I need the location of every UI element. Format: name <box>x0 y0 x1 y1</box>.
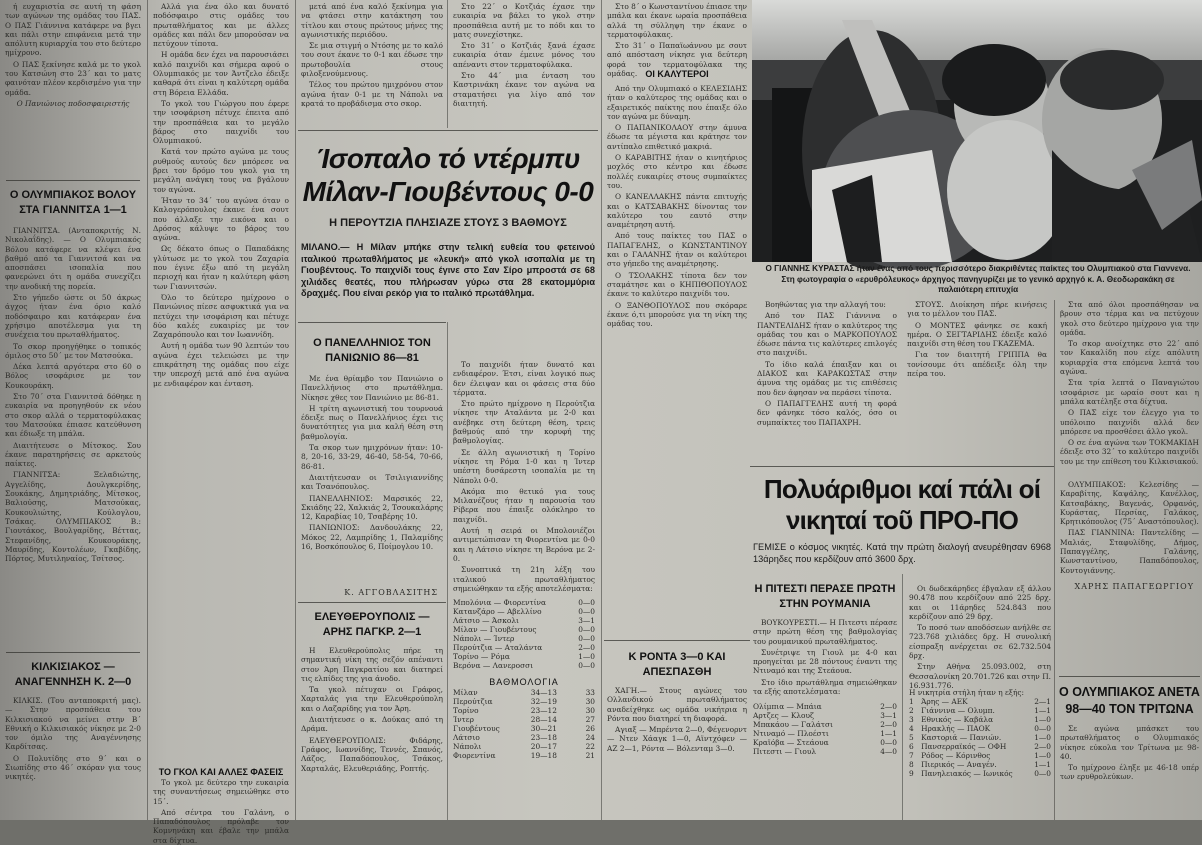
paragraph: Ακόμα πιο θετικό για τους Μιλανέζους ήταν η παρουσία του Ρίβερα που έπαιξε ολόκληρο το παιχνίδι. <box>453 486 595 524</box>
paragraph: Στο ίδιο πρωτάθλημα σημειώθηκαν τα εξής αποτελέσματα: <box>753 677 897 697</box>
propo-row-cell: 1—1 <box>1034 706 1051 716</box>
paragraph: Η Ελευθερούπολις πήρε τη σημαντική νίκη της σεζόν απέναντι στον Άρη Παγκρατίου και διατηρεί τις ελπίδες της για άνοδο. <box>301 646 443 683</box>
paragraph: Η ομάδα δεν έχει να παρουσιάσει καλό παιχνίδι και σήμερα αφού ο Ολυμπιακός με τον Άντζελο έδειξε καθαρά ότι είναι η καλύτερη ομάδα στη Βόρεια Ελλάδα. <box>153 50 289 97</box>
paragraph: Οι δωδεκάρηδες έβγαλαν εξ άλλου 90.478 που κερδίζουν από 225 δρχ. και οι 11άρηδες 524.843 που κερδίζουν από 29 δρχ. <box>909 584 1051 621</box>
propo-row <box>906 760 1054 769</box>
result-row-cell: 0—0 <box>578 598 595 607</box>
paragraph: Ο σε ένα αγώνα των ΤΟΚΜΑΚΙΔΗ έδειξε στο 32΄ το καλύτερο παιχνίδι του με την επίθεση του Κιλκισιακού. <box>1060 438 1199 466</box>
paragraph: Το σκορ ανοίχτηκε στο 22΄ από τον Κακαλίδη που είχε απόλυτη κυριαρχία στα επόμενα λεπτά του αγώνα. <box>1060 339 1199 377</box>
paragraph: Στο πρώτο ημίχρονο η Περούτζια νίκησε την Αταλάντα με 2-0 και ανέβηκε στη δεύτερη θέση, τρεις βαθμούς από την κορυφή της βαθμολογίας. <box>453 399 595 446</box>
byline: ΧΑΡΗΣ ΠΑΠΑΓΕΩΡΓΙΟΥ <box>1074 582 1194 591</box>
col7-body <box>1057 300 1202 476</box>
standings-row-cell: 24 <box>585 733 595 742</box>
result-row-cell: 1—1 <box>880 729 897 738</box>
col7-teams <box>1057 480 1202 580</box>
propo-row-cell: 8 <box>909 760 914 770</box>
romania-results-table <box>750 702 900 756</box>
paragraph: Δέκα λεπτά αργότερα στο 60 ο Βόλος ισοφάρισε με τον Κουκουράκη. <box>5 362 141 390</box>
result-row <box>450 616 598 625</box>
propo-row-cell: Εθνικός — Καβάλα <box>921 715 994 725</box>
standings-row <box>450 751 598 760</box>
paragraph: Το παιχνίδι ήταν δυνατό και ενδιαφέρον. Έτσι, είναι λογικό πως δεν έλειψαν και οι φάσεις στα δύο τέρματα. <box>453 360 595 397</box>
standings-row-cell: 26 <box>585 724 595 733</box>
paragraph: Το σκορ προηγήθηκε ο τοπικός όμιλος στο 50΄ με τον Ματσούκα. <box>5 341 141 360</box>
paragraph: ΚΙΛΚΙΣ. (Του ανταποκριτή μας). — Στην προσπάθεια του Κιλκισιακού να μείνει στην Β΄ Εθνική ο Κιλκισιακός νίκησε με 2-0 τον όμιλο της Αναγέννησης Καρδίτσας. <box>5 696 141 752</box>
paragraph: Στο 22΄ ο Κοτζιάς έχασε την ευκαιρία να βάλει το γκολ στην προσπάθεια αυτή με το πόδι και το ματς συνεχίστηκε. <box>453 2 595 39</box>
propo-row-cell: Καστοριά — Πανιών. <box>921 733 1002 743</box>
result-row-cell: Πιτεστι — Γιουλ <box>753 747 817 756</box>
propo-winning-column <box>906 697 1054 778</box>
paragraph: Αυτή η ομάδα των 90 λεπτών του αγώνα έχει τελειώσει με την επικράτηση της ομάδας που είχε την υπεροχή μετά από ένα αγώνα με ενδιαφέρον και ένταση. <box>153 341 289 388</box>
result-row <box>450 661 598 670</box>
ponta-article <box>604 650 750 812</box>
paragraph: Ο ΚΑΡΑΒΙΤΗΣ ήταν ο κινητήριος μοχλός στο κέντρο και έδωσε πολλές ευκαιρίες στους συμπαίκτες του. <box>607 153 747 190</box>
propo-body <box>906 584 1054 690</box>
propo-row-cell: 1—0 <box>1034 733 1051 743</box>
column-5 <box>604 0 750 820</box>
propo-row-cell: Πιερικός — Αναγέν. <box>921 760 997 770</box>
paragraph: Αυτή η σειρά οι Μπολονιέζοι αντιμετώπισαν τη Φιορεντίνα με 0-0 και η Λάτσιο νίκησε τη Βερόνα με 2-0. <box>453 526 595 563</box>
paragraph: Διαιτήτευσε ο Μίτσκος. Σου έκανε παρατηρήσεις σε αρκετούς παίκτες. <box>5 440 141 469</box>
result-row-cell: Μπακάου — Γαλάτσι <box>753 720 833 729</box>
romania-article <box>750 574 900 756</box>
col6-body <box>754 300 900 464</box>
result-row-cell: Μπολόνια — Φιορεντίνα <box>453 598 547 607</box>
column-rule <box>295 0 296 820</box>
result-row <box>750 711 900 720</box>
column-1 <box>2 0 144 820</box>
propo-row <box>906 751 1054 760</box>
paragraph: Ήταν το 34΄ του αγώνα όταν ο Καλογερόπουλος έκανε ένα σουτ που άλλαξε την εικόνα και ο Δρόσος κάλυψε το βάρος του αγώνα. <box>153 195 289 243</box>
fases-body <box>150 778 292 845</box>
standings-row-cell: Περούτζια <box>453 697 493 706</box>
result-row-cell: 0—0 <box>578 661 595 670</box>
result-row-cell: 4—0 <box>880 747 897 756</box>
result-row-cell: Αρτζες — Κλουζ <box>753 711 814 720</box>
result-row <box>750 747 900 756</box>
paragraph: Στο 44΄ μια ένταση του Καστρινάκη έκανε τον αγώνα να σταματήσει για λίγο από τον διαιτητή. <box>453 71 595 108</box>
propo-row-cell: Γιάννινα — Ολυμπ. <box>921 706 995 716</box>
propo-row-cell: 3 <box>909 715 914 725</box>
standings-row-cell: 19—18 <box>530 751 557 760</box>
standings-row <box>450 688 598 697</box>
photo-image <box>752 0 1202 262</box>
result-row-cell: Τορίνο — Ρόμα <box>453 652 510 661</box>
column-2 <box>150 0 292 845</box>
paragraph: Το ποσό των αποδόσεων ανήλθε σε 723.768 χιλιάδες δρχ. Η συνολική είσπραξη ανέρχεται σε 62.732.504 δρχ. <box>909 623 1051 661</box>
standings-row-cell: Φιορεντίνα <box>453 751 496 760</box>
main-lead: ΜΙΛΑΝΟ.— Η Μίλαν μπήκε στην τελική ευθεία του φετεινού ιταλικού πρωταθλήματος με «λευκή» από γκολ ισοπαλία με τη Γιουβέντους. Το παιχνίδι τους έγινε στο Σαν Σίρο μπροστά σε 68 χιλιάδες θεατές, που πλήρωσαν γύρω στα 28 εκατομμύρια δραχμές. Που είναι ρεκόρ για το ιταλικό πρωτάθλημα. <box>301 242 595 299</box>
signature: Ο Πανιώνιος ποδοσφαιριστής <box>16 98 130 108</box>
standings-row-cell: 32—19 <box>530 697 557 706</box>
basket-headline: Ο ΟΛΥΜΠΙΑΚΟΣ ΑΝΕΤΑ 98—40 ΤΟΝ ΤΡΙΤΩΝΑ <box>1059 685 1200 716</box>
column-4-bottom <box>450 322 598 820</box>
ponta-body <box>604 686 750 812</box>
paragraph: ΧΑΓΗ.— Στους αγώνες του Ολλανδικού πρωταθλήματος αναδείχθηκε ως ομάδα νικήτρια η Ρόντα που διατηρεί τη διαφορά. <box>607 686 747 723</box>
paragraph: Κατά τον πρώτο αγώνα με τους ρυθμούς αυτούς δεν μπόρεσε να βρει τον δρόμο του γκολ για τη μεγάλη ανάγκη τους να βγάλουν τον αγώνα. <box>153 147 289 194</box>
fases-headline: ΤΟ ΓΚΟΛ ΚΑΙ ΑΛΛΕΣ ΦΑΣΕΙΣ <box>158 767 284 777</box>
result-row-cell: 1—0 <box>578 652 595 661</box>
result-row-cell: Κατανζάρο — Αβελλίνο <box>453 607 542 616</box>
result-row <box>750 720 900 729</box>
paragraph: ΣΤΟΥΣ. Διοίκηση πήρε κινήσεις για το μέλλον του ΠΑΣ. <box>907 300 1047 319</box>
result-row-cell: 0—0 <box>880 738 897 747</box>
paragraph: Ο Πολυτίδης στο 9΄ και ο Σιωπίδης στο 46΄ σκόραν για τους νικητές. <box>5 753 141 782</box>
paragraph: Στα τρία λεπτά ο Παναγιώτου ισοφάρισε με ωραίο σουτ και η μπάλα κατέληξε στα δίχτυα. <box>1060 378 1199 406</box>
basket-article <box>1057 684 1202 814</box>
standings-row-cell: Λάτσιο <box>453 733 480 742</box>
standings-row-cell: 22 <box>585 742 595 751</box>
propo-row-cell: 4 <box>909 724 914 734</box>
standings-row-cell: 20—17 <box>530 742 557 751</box>
paragraph: Από σέντρα του Γαλάνη, ο Παπαδόπουλος πρόλαβε τον Κομνηνάκη και έβαλε την μπάλα στα δίχτυα. <box>153 807 289 845</box>
propo-row <box>906 742 1054 751</box>
kilkis-article <box>2 660 144 822</box>
propo-row-cell: 2—0 <box>1034 742 1051 752</box>
standings-row-cell: 21 <box>585 751 595 760</box>
propo-row-cell: 7 <box>909 751 914 761</box>
paragraph: Το ημίχρονο έληξε με 46-18 υπέρ των ερυθρολεύκων. <box>1060 763 1199 782</box>
volos-article <box>2 188 144 564</box>
panellinios-headline: Ο ΠΑΝΕΛΛΗΝΙΟΣ ΤΟΝ ΠΑΝΙΩΝΙΟ 86—81 <box>313 337 431 364</box>
players-list: ΠΑΝΙΩΝΙΟΣ: Δανδουλάκης 22, Μόκος 22, Λαμπρίδης 1, Παλαμίδης 16, Βοσκόπουλος 6, Ποίμογλου 10. <box>301 523 443 552</box>
paragraph: Στο 31΄ ο Παπαϊωάννου με σουτ από απόσταση νίκησε για δεύτερη φορά τον τερματοφύλακα της ομάδας. <box>607 41 747 79</box>
paragraph: Ο ΠΑΣ είχε τον έλεγχο για το υπόλοιπο παιχνίδι αλλά δεν μπόρεσε να προσθέσει άλλο γκολ. <box>1060 408 1199 436</box>
milan-juve-article-head <box>298 130 598 320</box>
result-row-cell: 3—1 <box>578 616 595 625</box>
italy-body <box>450 360 598 598</box>
kilkis-body <box>2 696 144 822</box>
paragraph: Το ίδιο καλά έπαιξαν και οι ΔΙΑΚΟΣ και ΚΑΡΑΚΩΣΤΑΣ στην άμυνα της ομάδας με τις επιθέσεις που δεν άφησαν να περάσει τίποτα. <box>757 359 897 397</box>
paragraph: Σε αγώνα μπάσκετ του πρωταθλήματος ο Ολυμπιακός νίκησε εύκολα τον Τρίτωνα με 98-40. <box>1060 724 1199 761</box>
paragraph: Συνέτριψε τη Γιουλ με 4-0 και προηγείται με 28 πόντους έναντι της Ντιναμό και της Στεάουα. <box>753 647 897 676</box>
paragraph: Σε μια στιγμή ο Ντόσης με το καλό του σουτ έκανε το 0-1 και έδωσε την πρωτοβουλία στους φιλοξενούμενους. <box>301 41 443 79</box>
main-headline: Ίσοπαλο τό ντέρμπυ Μίλαν-Γιουβέντους 0-0 <box>302 143 594 207</box>
volos-headline: Ο ΟΛΥΜΠΙΑΚΟΣ ΒΟΛΟΥ ΣΤΑ ΓΙΑΝΝΙΤΣΑ 1—1 <box>9 189 137 216</box>
panellinios-body <box>298 374 446 588</box>
standings-row-cell: Ίντερ <box>453 715 474 724</box>
paragraph: Ο ΞΑΝΘΟΠΟΥΛΟΣ που σκόραρε έκανε ό,τι μπορούσε για τη νίκη της ομάδας του. <box>607 300 747 329</box>
standings-row <box>450 706 598 715</box>
paragraph: Με ένα θρίαμβο τον Πανιώνιο ο Πανελλήνιος στο πρωτάθλημα. Νίκησε χθες τον Πανιώνιο με 86-81. <box>301 374 443 402</box>
column-3-bottom <box>298 322 446 820</box>
standings-row-cell: 27 <box>585 715 595 724</box>
result-row-cell: 2—0 <box>880 720 897 729</box>
paragraph: Διαιτήτευσε ο κ. Δούκας από τη Δράμα. <box>301 715 443 734</box>
romania-headline: Η ΠΙΤΕΣΤΙ ΠΕΡΑΣΕ ΠΡΩΤΗ ΣΤΗΝ ΡΟΥΜΑΝΙΑ <box>754 583 896 610</box>
propo-row-cell: 0—0 <box>1034 724 1051 734</box>
column-7 <box>1057 300 1202 820</box>
result-row <box>750 702 900 711</box>
paragraph: Στο 31΄ ο Κοτζιάς ξανά έχασε ευκαιρία όταν έμεινε μόνος του απέναντι στον τερματοφύλακα. <box>453 41 595 69</box>
standings-row-cell: Τορίνο <box>453 706 479 715</box>
propo-row-cell: 6 <box>909 742 914 752</box>
paragraph: Ως δέκατο όπως ο Παπαδάκης γλύτωσε με το γκολ του Ζαχαρία που έγινε έξω από τη μεγάλη περιοχή και ήταν η καλύτερη φάση των Γιαννιτσών. <box>153 244 289 291</box>
propo-row-cell: 0—0 <box>1034 769 1051 779</box>
propo-row <box>906 697 1054 706</box>
propo-row <box>906 706 1054 715</box>
col4-top-text <box>450 2 598 122</box>
team-lineups: ΕΛΕΥΘΕΡΟΥΠΟΛΙΣ: Φιδάρης, Γράφος, Ιωαννίδης, Τεννές, Σπανός, Λάζος, Παπαδόπουλος, Τσάκος, Χαρταλάς, Ελευθεριάδης, Ροπτής. <box>301 735 443 773</box>
paragraph: Η τρίτη αγωνιστική του τουρνουά έδειξε πως ο Πανελλήνιος έχει τις δυνατότητες για μια καλή θέση στη βαθμολογία. <box>301 403 443 441</box>
elef-body <box>298 646 446 816</box>
col6b-body <box>904 300 1050 464</box>
result-row <box>450 598 598 607</box>
result-row-cell: 2—0 <box>880 702 897 711</box>
column-rule <box>447 322 448 820</box>
standings-row <box>450 697 598 706</box>
standings-row <box>450 733 598 742</box>
paragraph: Βοηθώντας για την αλλαγή του: <box>765 300 886 309</box>
result-row-cell: Κραϊόβα — Στεάουα <box>753 738 829 747</box>
paragraph: ΓΙΑΝΝΙΤΣΑ. (Ανταποκριτής Ν. Νικολαΐδης). — Ο Ολυμπιακός Βόλου κατάφερε να κλέψει ένα βαθμό από τα Γιαννιτσά και να αποσπάσει ισοπαλία που φανερώνει ότι η ομάδα συνεχίζει την ανοδική της πορεία. <box>5 226 141 291</box>
propo-row-cell: Πανηλειακός — Ιωνικός <box>921 769 1013 779</box>
result-row-cell: Μίλαν — Γιουβέντους <box>453 625 537 634</box>
result-row-cell: Ολίμπια — Μπάια <box>753 702 822 711</box>
paragraph: Στο γήπεδο ώστε οι 50 άκρως άγχος ήταν ένα όριο καλό ποδόσφαιρο και κατάφεραν ένα χρήσιμο αποτέλεσμα για τη συνέχεια του πρωταθλήματος. <box>5 293 141 340</box>
result-row <box>750 738 900 747</box>
standings-row <box>450 724 598 733</box>
col3-top-text <box>298 2 446 122</box>
standings-title: ΒΑΘΜΟΛΟΓΙΑ <box>489 677 559 687</box>
fases-article <box>150 766 292 845</box>
result-row-cell: 2—0 <box>578 643 595 652</box>
propo-row-cell: Ρόδος — Κόρινθος <box>921 751 991 761</box>
best-players-body <box>604 84 750 582</box>
photo-caption: Ο ΓΙΑΝΝΗΣ ΚΥΡΑΣΤΑΣ ήταν ένας από τους περισσότερο διακριθέντες παίκτες του Ολυμπιακού στα Γιαννενα. Στη φωτογραφία ο «ερυθρόλευκος» άρχηγος πανηγυρίζει με το γενικό αρχηγό κ. Α. Θεοδωρακάκη σε παλαιότερη επιτυχία <box>765 264 1191 294</box>
byline: Κ. ΑΓΓΟΒΛΑΣΙΤΗΣ <box>344 588 438 597</box>
elef-article <box>298 610 446 816</box>
paragraph: Ο ΜΟΝΤΕΣ φάνηκε σε κακή ημέρα. Ο ΣΕΓΤΑΡΙΔΗΣ έδειξε καλό παιχνίδι στη θέση του ΓΚΑΖΕΜΑ. <box>907 320 1047 349</box>
elef-headline: ΕΛΕΥΘΕΡΟΥΠΟΛΙΣ — ΑΡΗΣ ΠΑΓΚΡ. 2—1 <box>314 611 430 638</box>
basket-body <box>1057 724 1202 814</box>
propo-row <box>906 733 1054 742</box>
column-rule <box>601 0 602 820</box>
propo-row-cell: Ηρακλής — ΠΑΟΚ <box>921 724 991 734</box>
players-list: ΠΑΝΕΛΛΗΝΙΟΣ: Μαρσικός 22, Σκιάδης 22, Χαλκιάς 2, Τσουκαλάρης 12, Καραβίας 10, Τσαβέρης 10. <box>301 493 443 522</box>
paragraph: Στο 8΄ ο Κωνσταντίνου έπιασε την μπάλα και έκανε ωραία προσπάθεια αλλά τη σύλληψη την έκανε ο τερματοφύλακας. <box>607 2 747 39</box>
propo-row-cell: Πανσερραϊκός — ΟΦΗ <box>921 742 1007 752</box>
propo-row-cell: 2 <box>909 706 914 716</box>
paragraph: Ο ΠΑΠΑΝΙΚΟΛΑΟΥ στην άμυνα έδωσε τα μέγιστα και κράτησε τον αντίπαλο επιθετικό μακριά. <box>607 123 747 151</box>
propo-column-intro: Η νικητρία στήλη ήταν η εξής: <box>909 688 1025 697</box>
result-row <box>450 652 598 661</box>
propo-row <box>906 724 1054 733</box>
paragraph: Για τον διαιτητή ΓΡΙΠΠΑ θα τονίσουμε ότι απέδειξε όλη την πείρα του. <box>907 350 1047 379</box>
paragraph: Ο ΚΑΝΕΛΛΑΚΗΣ πάντα επιτυχής και ο ΚΑΤΣΑΒΑΚΗΣ δίνοντας τον καλύτερο του εαυτό στην αναμέτρηση αυτή. <box>607 192 747 230</box>
propo-lead: ΓΕΜΙΣΕ ο κόσμος νικητές. Κατά την πρώτη διαλογή ανευρέθησαν 6968 13άρηδες που κερδίζουν από 3600 δρχ. <box>753 542 1051 564</box>
team-lineups: ΟΛΥΜΠΙΑΚΟΣ: Κελεσίδης — Καραβίτης, Καψάλης, Κανέλλος, Κατσαβάκης, Βαγενάς, Ορφανός, Κυράστας, Περσίας, Γαλάκος, Κρητικόπουλος (75΄ Αναστόπουλος). <box>1060 480 1199 527</box>
standings-row-cell: 30 <box>585 706 595 715</box>
standings-row-cell: Μίλαν <box>453 688 478 697</box>
result-row <box>450 625 598 634</box>
kilkis-headline: ΚΙΛΚΙΣΙΑΚΟΣ — ΑΝΑΓΕΝΝΗΣΗ Κ. 2—0 <box>14 661 132 688</box>
paragraph: Συνοπτικά τη 21η λέξη του ιταλικού πρωταθλήματος σημειώθηκαν τα εξής αποτελέσματα: <box>453 565 595 593</box>
result-row-cell: 3—1 <box>880 711 897 720</box>
paragraph: Στην Αθήνα 25.093.002, στη Θεσσαλονίκη 20.701.726 και στην Π. 16.931.776. <box>909 662 1051 690</box>
result-row-cell: Βερόνα — Λανεροσσι <box>453 661 534 670</box>
paragraph: Τα γκολ πέτυχαν οι Γράφος, Χαρταλάς για την Ελευθερούπολη και ο Λαζαρίδης για τον Άρη. <box>301 685 443 713</box>
paragraph: Το γκολ του Γιώργου που έφερε την ισοφάριση πέτυχε έπειτα από την προσπάθεια και το μεγάλο βάρος στο παιχνίδι του Ολυμπιακού. <box>153 98 289 146</box>
propo-row-cell: 1—1 <box>1034 760 1051 770</box>
column-rule <box>1054 300 1055 820</box>
romania-body <box>750 618 900 702</box>
result-row-cell: Νάπολι — Ίντερ <box>453 634 515 643</box>
paragraph: Στο 70΄ στα Γιαννιτσά δόθηκε η ευκαιρία να προηγηθούν εκ νέου στο σκορ αλλά ο τερματοφύλακας του Ματσούκα έπιασε κατεύθυνση και έδιωξε τη μπάλα. <box>5 392 141 439</box>
paragraph: Σε άλλη αγωνιστική η Τορίνο νίκησε τη Ρόμα 1-0 και η Ίντερ υπέστη δυσάρεστη ισοπαλία με τη Νάπολι 0-0. <box>453 447 595 485</box>
standings-row <box>450 742 598 751</box>
column-rule <box>147 0 148 820</box>
ponta-headline: Κ ΡΟΝΤΑ 3—0 ΚΑΙ ΑΠΕΣΠΑΣΘΗ <box>628 651 726 678</box>
paragraph: Τέλος του πρώτου ημιχρόνου στον αγώνα ήταν 0-1 με τη Νάπολι να κρατά το προβάδισμα στο σκορ. <box>301 80 443 108</box>
propo-row-cell: 5 <box>909 733 914 743</box>
propo-row-cell: 2—1 <box>1034 697 1051 707</box>
propo-row-cell: 1—0 <box>1034 751 1051 761</box>
standings-row-cell: 30 <box>585 697 595 706</box>
italy-results-table <box>450 598 598 670</box>
result-row-cell: Περούτζια — Αταλάντα <box>453 643 543 652</box>
standings-row-cell: Γιουβέντους <box>453 724 500 733</box>
propo-row-cell: 9 <box>909 769 914 779</box>
propo-article <box>750 466 1054 820</box>
main-subheadline: Η ΠΕΡΟΥΤΖΙΑ ΠΛΗΣΙΑΖΕ ΣΤΟΥΣ 3 ΒΑΘΜΟΥΣ <box>329 217 567 229</box>
best-players-headline: ΟΙ ΚΑΛΥΤΕΡΟΙ <box>645 69 709 79</box>
standings-row-cell: 30—21 <box>530 724 557 733</box>
column-rule <box>447 0 448 128</box>
paragraph: Όλο το δεύτερο ημίχρονο ο Πανιώνιος πίεσε ασφυκτικά για να πετύχει την ισοφάριση και πέτυχε δύο καλές ευκαιρίες με τον Ζαχαρόπουλο και τον Ιωαννίδη. <box>153 292 289 340</box>
result-row-cell: 0—0 <box>578 607 595 616</box>
propo-row <box>906 715 1054 724</box>
paragraph: Ο ΤΣΟΛΑΚΗΣ τίποτα δεν τον σταμάτησε και ο ΚΗΠΙΘΟΠΟΥΛΟΣ έκανε το καλύτερο παιχνίδι του. <box>607 270 747 299</box>
standings-row-cell: 33 <box>585 688 595 697</box>
result-row <box>450 634 598 643</box>
result-row-cell: Ντιναμό — Πλοέστι <box>753 729 829 738</box>
result-row <box>450 643 598 652</box>
result-row <box>450 607 598 616</box>
col1-top-text <box>2 2 144 148</box>
paragraph: Αγιαξ — Μπρέντα 2—0, Φέγενορντ — Ντεν Χάαγκ 1—0, Αϊντχόφεν — ΑΖ 2—1, Ρόντα — Βόλενταμ 3—0. <box>607 725 747 753</box>
standings-row-cell: 28—14 <box>530 715 557 724</box>
propo-headline: Πολυάριθμοι καί πάλι οί νικηταί τοῦ ΠΡΟ-ΠΟ <box>763 474 1041 535</box>
result-row-cell: Λάτσιο — Άσκολι <box>453 616 519 625</box>
result-row-cell: 0—0 <box>578 634 595 643</box>
result-row-cell: 0—0 <box>578 625 595 634</box>
propo-row <box>906 769 1054 778</box>
standings-row-cell: Νάπολι <box>453 742 482 751</box>
paragraph: ή ευχαριστία σε αυτή τη φάση των αγώνων της ομάδας του ΠΑΣ. Ο ΠΑΣ Γιάννινα κατάφερε να βγει και πάλι στην επιφάνεια μετά την απόλυτη κυριαρχία του στο δεύτερο ημίχρονο. <box>5 2 141 58</box>
volos-body <box>2 226 144 564</box>
news-photo <box>752 0 1202 262</box>
paragraph: Το γκολ με δεύτερο την ευκαιρία της συναντήσεως σημειώθηκε στο 15΄. <box>153 778 289 806</box>
paragraph: μετά από ένα καλό ξεκίνημα για να φτάσει στην κατάκτηση του τίτλου και στους πρώτους μήνες της αγωνιστικής περιόδου. <box>301 2 443 39</box>
standings-row-cell: 23—12 <box>530 706 557 715</box>
standings-row-cell: 23—18 <box>530 733 557 742</box>
paragraph: Διαιτήτευσαν οι Τσιλιγιαννίδης και Τσανόπουλος. <box>301 472 443 492</box>
photo-caption-wrap <box>756 264 1200 296</box>
paragraph: ΒΟΥΚΟΥΡΕΣΤΙ.— Η Πιτεστι πέρασε στην πρώτη θέση της βαθμολογίας του ρουμανικού πρωταθλήματος. <box>753 618 897 646</box>
paragraph: Ο ΠΑΠΑΓΓΕΛΗΣ αυτή τη φορά δεν φάνηκε τόσο καλός, όσο οι συμπαίκτες του ΠΑΠΑΧΡΗ. <box>757 398 897 427</box>
paragraph: Αλλά για ένα όλο και δυνατό ποδόσφαιρο στις ομάδες του πρωταθλήματος και με άλλες ομάδες και πάλι δεν μπορούσαν να πετύχουν τίποτα. <box>153 2 289 49</box>
col2-body <box>150 2 292 757</box>
team-lineups: ΓΙΑΝΝΙΤΣΑ: Ξελαδιώτης, Αγγελίδης, Δουλγκερίδης, Σουκάκης, Δημητριάδης, Μίτσκος, Βαλιούσης, Ματσούκας, Κουκουλιώτης, Κούλογλου, Τσάκας. ΟΛΥΜΠΙΑΚΟΣ Β.: Γιουτάκος, Βουλγαρίδης, Βέττας, Στεφανίδης, Κουκουράκης, Μαυρίδης, Κοντολέων, Γκαβίδης, Πόρτος, Μυτιληναίος, Τσίτσος. <box>5 470 141 564</box>
paragraph: Από τον ΠΑΣ Γιάννινα ο ΠΑΝΤΕΛΙΔΗΣ ήταν ο καλύτερος της ομάδας του και ο ΜΑΡΚΟΠΟΥΛΟΣ έδωσε πάντα τις καλύτερες επιλογές στο παιχνίδι. <box>757 311 897 358</box>
team-lineups: ΠΑΣ ΓΙΑΝΝΙΝΑ: Παντελίδης — Μαλιάς, Σταφυλίδης, Δήμος, Παπαγγέλης, Γαλάνης, Κωνσταντίνου, Παπαδόπουλος, Κοντογιάννης. <box>1060 528 1199 575</box>
propo-row-cell: 1 <box>909 697 914 707</box>
propo-body-wrap <box>906 584 1054 778</box>
paragraph: Από την Ολυμπιακό ο ΚΕΛΕΣΙΔΗΣ ήταν ο καλύτερος της ομάδας και ο εξαιρετικός παίκτης που έπαιξε όλο τον αγώνα με δύναμη. <box>607 84 747 121</box>
propo-row-cell: 1—0 <box>1034 715 1051 725</box>
paragraph: Στα από όλοι προσπάθησαν να βρουν στο τέρμα και να πετύχουν γκολ στο δεύτερο ημίχρονο για την ομάδα. <box>1060 300 1199 337</box>
paragraph: Από τους παίκτες του ΠΑΣ ο ΠΑΠΑΓΕΛΗΣ, ο ΚΩΝΣΤΑΝΤΙΝΟΥ και ο ΓΑΛΑΝΗΣ ήταν οι καλύτεροι στο γήπεδο της αναμέτρησης. <box>607 231 747 269</box>
paragraph: Ο ΠΑΣ ξεκίνησε καλά με το γκολ του Κατσώνη στο 23΄ και το ματς φαινόταν πλέον κερδισμένο για την ομάδα. <box>5 59 141 97</box>
propo-row-cell: Άρης — ΑΕΚ <box>921 697 968 707</box>
standings-row <box>450 715 598 724</box>
result-row <box>750 729 900 738</box>
standings-table <box>450 688 598 760</box>
paragraph: Τα σκορ των ημιχρόνων ήταν: 10-8, 20-16, 33-29, 46-40, 58-54, 70-66, 86-81. <box>301 443 443 471</box>
standings-row-cell: 34—13 <box>530 688 557 697</box>
